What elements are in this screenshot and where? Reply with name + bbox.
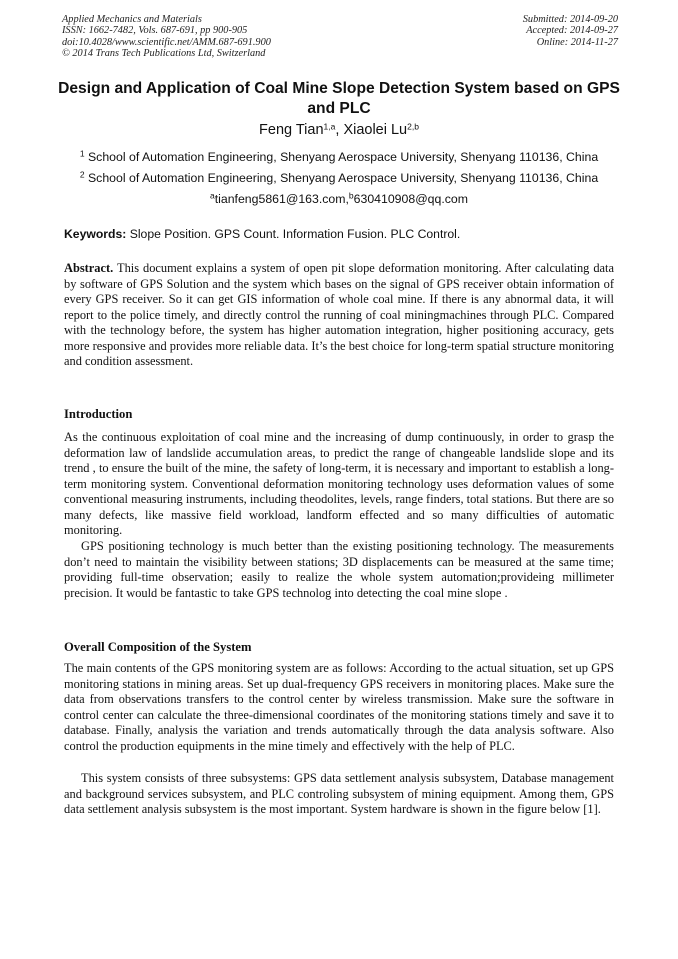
author-superscript: 2,b bbox=[407, 121, 419, 132]
affiliation-text: School of Automation Engineering, Shenyang Aerospace University, Shenyang 110136, China bbox=[87, 171, 599, 185]
submitted-date: Submitted: 2014-09-20 bbox=[522, 14, 618, 25]
author-name: Xiaolei Lu bbox=[343, 122, 408, 138]
accepted-date: Accepted: 2014-09-27 bbox=[526, 25, 618, 37]
abstract bbox=[64, 261, 614, 370]
abstract-label: Abstract. bbox=[64, 261, 114, 275]
affiliation-text: School of Automation Engineering, Shenyang Aerospace University, Shenyang 110136, China bbox=[87, 150, 599, 164]
online-date: Online: 2014-11-27 bbox=[536, 36, 618, 48]
header-dates bbox=[523, 14, 618, 48]
keywords-text: Slope Position. GPS Count. Information Fusion. PLC Control. bbox=[126, 227, 461, 241]
paper-title: Design and Application of Coal Mine Slope Detection System based on GPS and PLC bbox=[58, 80, 620, 117]
section-heading-composition: Overall Composition of the System bbox=[64, 640, 252, 654]
keywords bbox=[64, 227, 460, 241]
composition-paragraph-1: The main contents of the GPS monitoring system are as follows: According to the actual situation, set up GPS monitoring stations in mining areas. Set up dual-frequency GPS receivers in monitoring places. Make sure the data from observations transfers to the control center by wireless transmission. Make sure the software in control center can calculate the three-dimensional coordinates of the monitoring stations timely and save it to database. Finally, analysis the variation and trends automatically through the data analysis software. Also control the production equipments in the mine timely and effectively with the help of PLC. bbox=[64, 661, 614, 753]
doi-line: doi:10.4028/www.scientific.net/AMM.687-691.900 bbox=[62, 36, 271, 48]
affiliation-number: 2 bbox=[79, 169, 85, 180]
email-line bbox=[0, 192, 678, 206]
author-name: Feng Tian bbox=[259, 122, 324, 138]
author-line bbox=[0, 122, 678, 138]
issn-line: ISSN: 1662-7482, Vols. 687-691, pp 900-905 bbox=[62, 25, 248, 37]
affiliation-2 bbox=[0, 171, 678, 185]
email-superscript: b bbox=[348, 190, 354, 201]
affiliation-1 bbox=[0, 150, 678, 164]
header-publication-info bbox=[62, 14, 271, 60]
section-heading-introduction: Introduction bbox=[64, 407, 133, 421]
copyright-line: © 2014 Trans Tech Publications Ltd, Switzerland bbox=[62, 48, 266, 60]
email-address[interactable]: tianfeng5861@163.com, bbox=[214, 192, 349, 206]
introduction-paragraph-2: GPS positioning technology is much better than the existing positioning technology. The measurements don’t need to maintain the visibility between stations; 3D displacements can be measured at the same time; providing full-time observation; easily to realize the whole system automation;provideing millimeter precision. It would be fantastic to take GPS technolog into detecting the coal mine slope . bbox=[64, 539, 614, 600]
email-address[interactable]: 630410908@qq.com bbox=[353, 192, 468, 206]
email-superscript: a bbox=[209, 190, 215, 201]
author-superscript: 1,a bbox=[323, 121, 336, 132]
abstract-text: This document explains a system of open pit slope deformation monitoring. After calculating data by software of GPS Solution and the system which bases on the signal of GPS receiver obtain information of every GPS receiver. So it can get GIS information of whole coal mine. If there is any abnormal data, it will report to the police timely, and directly control the running of coal miningmachines through PLC. Compared with the technology before, the system has higher automation integration, higher positioning accuracy, gets more responsive and provides more reliable data. It’s the best choice for long-term spatial structure monitoring and condition assessment. bbox=[64, 261, 614, 368]
author-separator: , bbox=[335, 122, 344, 138]
affiliation-number: 1 bbox=[79, 148, 85, 159]
composition-paragraph-2: This system consists of three subsystems: GPS data settlement analysis subsystem, Database management and background services subsystem, and PLC controling subsystem of mining equipment. Among them, GPS data settlement analysis subsystem is the most important. System hardware is shown in the figure below [1]. bbox=[64, 771, 614, 816]
introduction-paragraph-1: As the continuous exploitation of coal mine and the increasing of dump continuously, in order to grasp the deformation law of landslide accumulation areas, to predict the range of changeable landslide slope and its trend , to ensure the built of the mine, the safety of long-term, it is necessary and important to establish a long-term monitoring system. Conventional deformation monitoring technology uses deformation values of some conventional measuring instruments, including theodolites, levels, range finders, total stations. But there are so many defects, like massive field workload, landform effected and so many difficulties of automatic monitoring. bbox=[64, 430, 614, 537]
keywords-label: Keywords: bbox=[64, 227, 127, 241]
journal-name: Applied Mechanics and Materials bbox=[62, 14, 202, 25]
